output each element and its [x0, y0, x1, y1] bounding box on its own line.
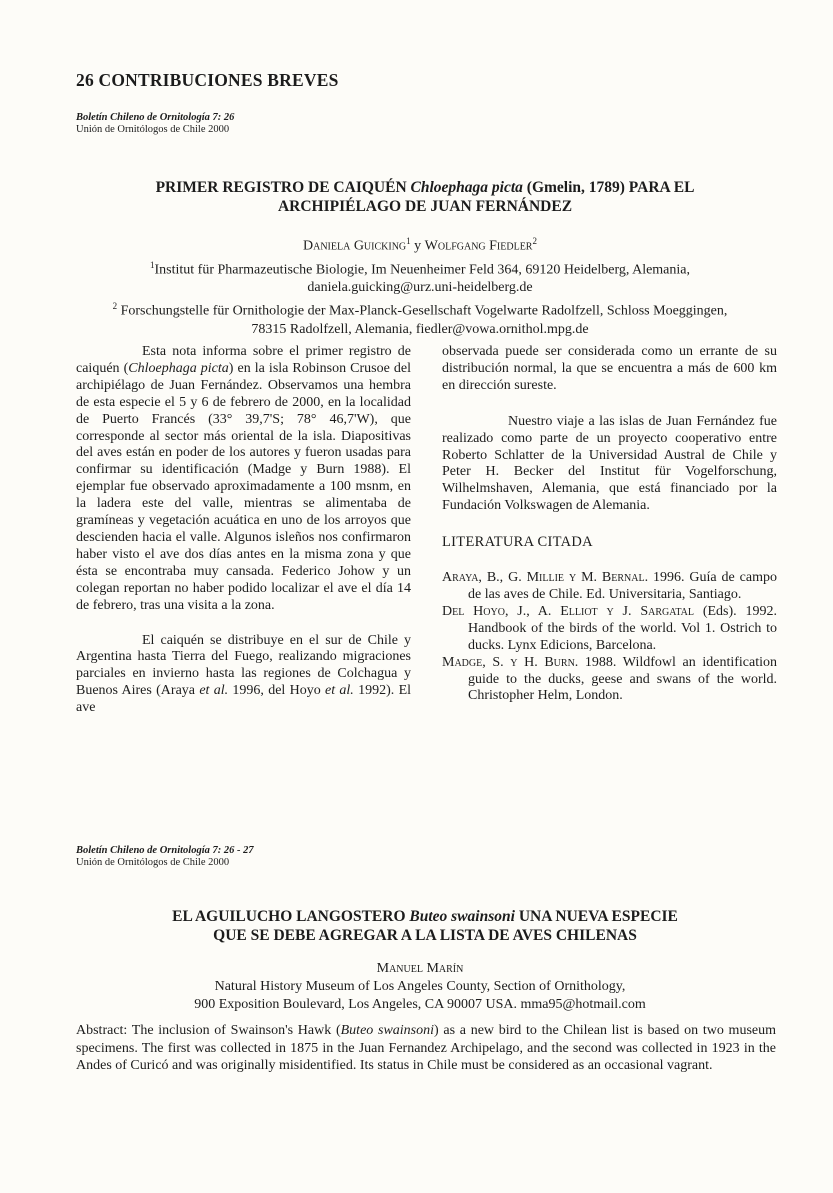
- reference-item: Araya, B., G. Millie y M. Bernal. 1996. Guía de campo de las aves de Chile. Ed. Universitaria, Santiago.: [442, 570, 777, 602]
- author-line: Manuel Marín: [376, 961, 464, 976]
- title-species: Chloephaga picta: [410, 179, 523, 196]
- paragraph-2: El caiquén se distribuye en el sur de Chile y Argentina hasta Tierra del Fuego, realizando migraciones parciales en invierno hasta las regiones de Colchagua y Buenos Aires (Araya et al. 1996, del Hoyo et al. 1992). El ave: [76, 632, 412, 716]
- journal-publisher: Unión de Ornitólogos de Chile 2000: [76, 857, 230, 868]
- right-column: [442, 344, 777, 705]
- title-species: Buteo swainsoni: [409, 908, 515, 925]
- email-1: daniela.guicking@urz.uni-heidelberg.de: [307, 280, 533, 296]
- reference-item: Del Hoyo, J., A. Elliot y J. Sargatal (Eds). 1992. Handbook of the birds of the world. Vol 1. Ostrich to ducks. Lynx Edicions, Barcelona.: [442, 603, 777, 653]
- abstract: Abstract: The inclusion of Swainson's Hawk (Buteo swainsoni) as a new bird to the Chilean list is based on two museum specimens. The first was collected in 1875 in the Juan Fernandez Archipelago, and the second was collected in 1923 in the Andes of Curicó and was originally misidentified. Its status in Chile must be considered as an occasional vagrant.: [76, 1023, 777, 1073]
- article-title-1: PRIMER REGISTRO DE CAIQUÉN Chloephaga picta (Gmelin, 1789) PARA EL ARCHIPIÉLAGO DE JUAN FERNÁNDEZ: [155, 179, 695, 215]
- section-header: 26 CONTRIBUCIONES BREVES: [76, 70, 339, 90]
- author-line: Daniela Guicking$^1$ y Wolfgang Fiedler$^2$: [303, 236, 537, 254]
- journal-citation: Boletín Chileno de Ornitología 7: 26: [76, 112, 235, 123]
- paragraph-3: observada puede ser considerada como un errante de su distribución normal, la que se encuentra a más de 600 km en dirección sureste.: [442, 344, 777, 393]
- paragraph-1: Esta nota informa sobre el primer registro de caiquén (Chloephaga picta) en la isla Robinson Crusoe del archipiélago de Juan Fernández. Observamos una hembra de esta especie el 5 y 6 de febrero de 2000, en la localidad de Puerto Francés (33° 39,7'S; 78° 46,7'W), que corresponde al sector más oriental de la isla. Diapositivas del aves están en poder de los autores y fueron usadas para confirmar su identificación (Madge y Burn 1988). El ejemplar fue observado aproximadamente a 100 msnm, en la ladera este del valle, mientras se alimentaba de gramíneas y vegetación acuática en uno de los arroyos que descienden hacia el valle. Algunos isleños nos confirmaron haber visto el ave dos días antes en la misma zona y que ésta se encontraba muy cansada. Federico Johow y un colegan reportan no haber podido localizar el ave el día 14 de febrero, tras una visita a la zona.: [76, 344, 411, 613]
- journal-citation: Boletín Chileno de Ornitología 7: 26 - 27: [76, 845, 254, 856]
- email-2: 78315 Radolfzell, Alemania, fiedler@vowa.ornithol.mpg.de: [251, 321, 589, 337]
- author-block-1: [70, 232, 770, 339]
- address-email: 900 Exposition Boulevard, Los Angeles, CA 90007 USA. mma95@hotmail.com: [194, 997, 646, 1012]
- left-column: [76, 344, 411, 717]
- journal-reference-1: [76, 112, 234, 136]
- affiliation: Natural History Museum of Los Angeles County, Section of Ornithology,: [214, 979, 626, 994]
- journal-reference-2: [76, 845, 254, 869]
- reference-item: Madge, S. y H. Burn. 1988. Wildfowl an identification guide to the ducks, geese and swans of the world. Christopher Helm, London.: [442, 654, 777, 704]
- literature-header: LITERATURA CITADA: [442, 534, 593, 551]
- author-block-2: [70, 960, 770, 1014]
- paragraph-4: Nuestro viaje a las islas de Juan Fernández fue realizado como parte de un proyecto cooperativo entre Roberto Schlatter de la Universidad Austral de Chile y Peter H. Becker del Institut für Vogelforschung, Wilhelmshaven, Alemania, que está financiado por la Fundación Volkswagen de Alemania.: [442, 413, 777, 514]
- affiliation-2: $^2$ Forschungstelle für Ornithologie der Max-Planck-Gesellschaft Vogelwarte Radolfzell, Schloss Moeggingen,: [112, 301, 728, 319]
- affiliation-1: $^1$Institut für Pharmazeutische Biologie, Im Neuenheimer Feld 364, 69120 Heidelberg, Alemania,: [150, 259, 690, 278]
- journal-publisher: Unión de Ornitólogos de Chile 2000: [76, 124, 230, 135]
- article-title-2: EL AGUILUCHO LANGOSTERO Buteo swainsoni UNA NUEVA ESPECIE QUE SE DEBE AGREGAR A LA LISTA DE AVES CHILENAS: [172, 908, 678, 944]
